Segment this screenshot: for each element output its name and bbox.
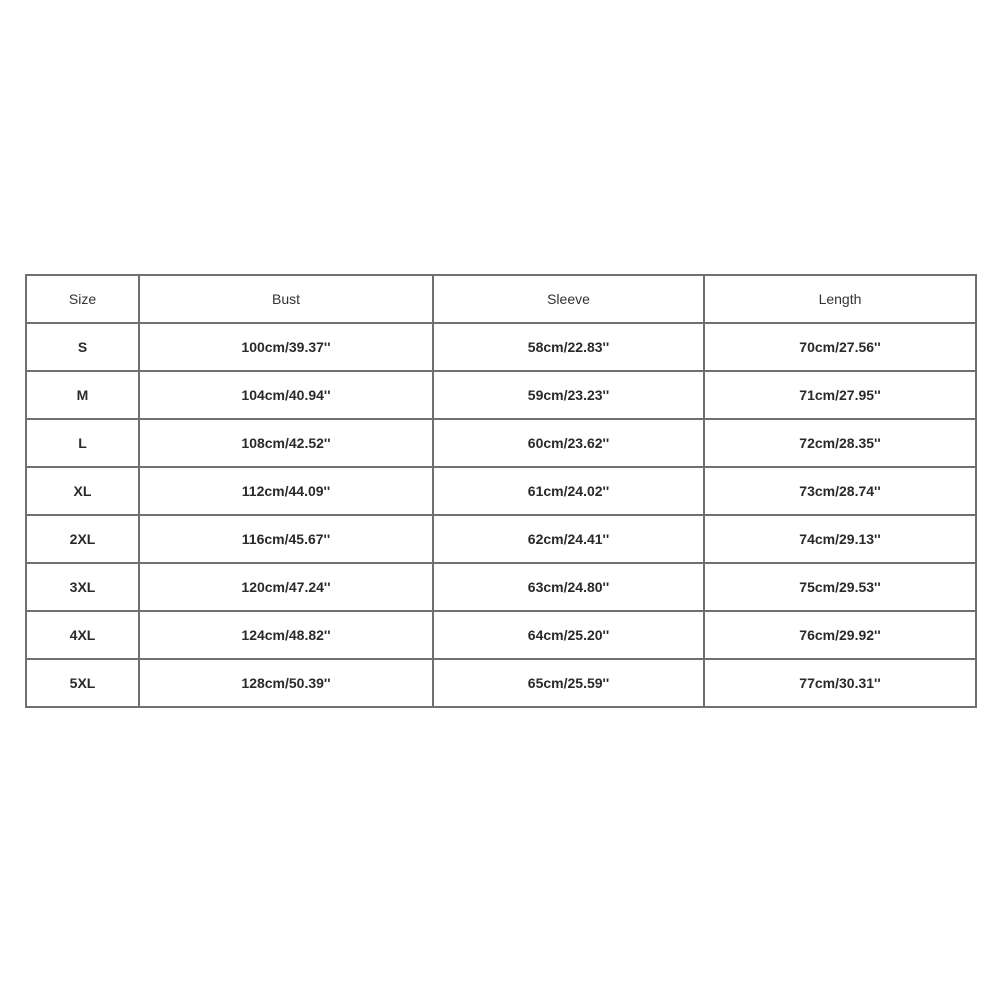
cell-length: 75cm/29.53''	[704, 563, 976, 611]
table-row	[26, 659, 976, 707]
cell-sleeve: 61cm/24.02''	[433, 467, 704, 515]
cell-size: M	[26, 371, 139, 419]
cell-sleeve: 62cm/24.41''	[433, 515, 704, 563]
cell-length: 76cm/29.92''	[704, 611, 976, 659]
cell-bust: 124cm/48.82''	[139, 611, 433, 659]
cell-length: 77cm/30.31''	[704, 659, 976, 707]
cell-sleeve: 58cm/22.83''	[433, 323, 704, 371]
cell-length: 72cm/28.35''	[704, 419, 976, 467]
cell-size: 2XL	[26, 515, 139, 563]
table-header-row	[26, 275, 976, 323]
cell-length: 71cm/27.95''	[704, 371, 976, 419]
cell-bust: 128cm/50.39''	[139, 659, 433, 707]
table-row	[26, 611, 976, 659]
table-row	[26, 371, 976, 419]
cell-bust: 116cm/45.67''	[139, 515, 433, 563]
cell-bust: 112cm/44.09''	[139, 467, 433, 515]
cell-size: XL	[26, 467, 139, 515]
header-sleeve: Sleeve	[433, 275, 704, 323]
table-row	[26, 563, 976, 611]
table-row	[26, 323, 976, 371]
cell-sleeve: 59cm/23.23''	[433, 371, 704, 419]
table-row	[26, 467, 976, 515]
cell-sleeve: 63cm/24.80''	[433, 563, 704, 611]
cell-bust: 120cm/47.24''	[139, 563, 433, 611]
cell-size: L	[26, 419, 139, 467]
cell-size: 3XL	[26, 563, 139, 611]
header-size: Size	[26, 275, 139, 323]
table-row	[26, 515, 976, 563]
cell-sleeve: 64cm/25.20''	[433, 611, 704, 659]
cell-bust: 100cm/39.37''	[139, 323, 433, 371]
cell-size: S	[26, 323, 139, 371]
table-row	[26, 419, 976, 467]
cell-sleeve: 65cm/25.59''	[433, 659, 704, 707]
cell-length: 73cm/28.74''	[704, 467, 976, 515]
cell-bust: 104cm/40.94''	[139, 371, 433, 419]
cell-length: 74cm/29.13''	[704, 515, 976, 563]
cell-sleeve: 60cm/23.62''	[433, 419, 704, 467]
header-bust: Bust	[139, 275, 433, 323]
cell-bust: 108cm/42.52''	[139, 419, 433, 467]
header-length: Length	[704, 275, 976, 323]
cell-length: 70cm/27.56''	[704, 323, 976, 371]
cell-size: 4XL	[26, 611, 139, 659]
cell-size: 5XL	[26, 659, 139, 707]
size-chart-table	[25, 274, 977, 708]
